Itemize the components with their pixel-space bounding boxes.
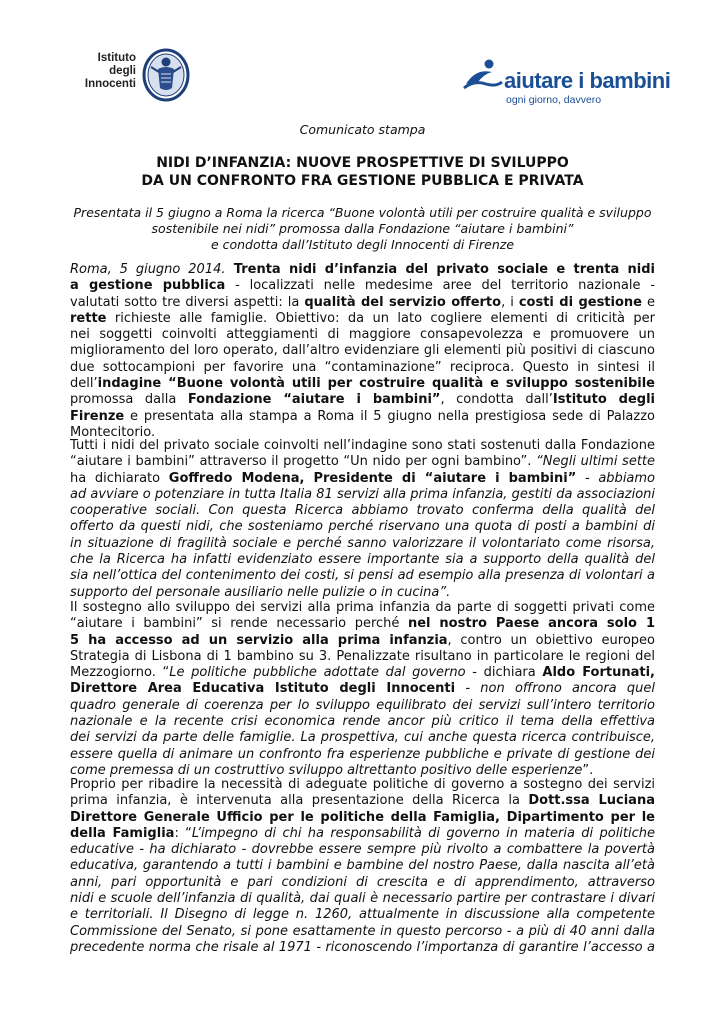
- text-run: ha dichiarato: [70, 470, 169, 486]
- p4-line: [70, 793, 655, 809]
- brand-tagline: ogni giorno, davvero: [506, 94, 602, 106]
- p3-line: Strategia di Lisbona di 1 bambino su 3. Penalizzate risultano in particolare le regioni del: [70, 648, 655, 664]
- italic-text: L’impegno di chi ha responsabilità di governo in materia di politiche: [191, 825, 655, 841]
- italic-text: nazionale e la recente crisi economica rende ancor più critico il tema della effettiva: [70, 714, 655, 730]
- bold-text: rette: [70, 310, 107, 326]
- title-line: DA UN CONFRONTO FRA GESTIONE PUBBLICA E PRIVATA: [141, 173, 584, 189]
- italic-text: essere quella di animare un confronto fra esperienze pubbliche e private di gestione dei: [70, 746, 655, 762]
- bold-text: Aldo Fortunati,: [542, 665, 655, 681]
- italic-text: supporto del personale ausiliario nelle pulizie o in cucina”.: [70, 584, 451, 600]
- text-run: “aiutare i bambini” attraverso il progetto “Un nido per ogni bambino”.: [70, 454, 537, 470]
- p1-line: due sottocampioni per favorire una “contaminazione” reciproca. Questo in sintesi il: [70, 359, 655, 375]
- bold-text: Goffredo Modena, Presidente di “aiutare i bambini”: [168, 470, 577, 486]
- title-line: NIDI D’INFANZIA: NUOVE PROSPETTIVE DI SVILUPPO: [156, 155, 569, 171]
- p2-line: [70, 552, 655, 568]
- text-run: e presentata alla stampa a Roma il 5 giugno nella prestigiosa sede di Palazzo: [124, 408, 655, 424]
- italic-text: cooperative sociali. Con questa Ricerca abbiamo trovato conferma della qualità del: [70, 503, 655, 519]
- p3-line: Il sostegno allo sviluppo dei servizi alla prima infanzia da parte di soggetti privati come: [70, 600, 655, 615]
- p4-line: [70, 842, 655, 858]
- text-run: , i: [501, 294, 519, 310]
- istituto-logo-text: [78, 52, 136, 91]
- p3-line: [70, 616, 655, 632]
- text-run: “aiutare i bambini” si rende necessario perché: [70, 616, 408, 632]
- p1-line: [70, 409, 655, 425]
- p4-line: [70, 891, 655, 907]
- bold-text: nel nostro Paese ancora solo 1: [407, 616, 655, 632]
- italic-text: che la Ricerca ha infatti evidenziato essere importante sia a supporto della qualità del: [70, 552, 655, 568]
- p2-line: [70, 471, 655, 487]
- p4-line: [70, 826, 655, 842]
- text-run: : “: [174, 825, 192, 841]
- bold-text: indagine “Buone volontà utili per costruire qualità e sviluppo sostenibile: [97, 376, 655, 392]
- paragraph-4: [70, 777, 655, 956]
- text-run: - dichiara: [465, 665, 543, 681]
- text-run: valutati sotto tre diversi aspetti: la: [70, 294, 305, 310]
- italic-text: dei servizi da parte delle famiglie. La prospettiva, cui anche questa ricerca contribuisce,: [70, 730, 655, 746]
- logo-line-2: degli: [109, 65, 136, 77]
- p3-line: [70, 665, 655, 681]
- dateline: Roma, 5 giugno 2014.: [70, 262, 226, 277]
- p3-line: [70, 730, 655, 746]
- italic-text: educativa, garantendo a tutti i bambini e bambine del nostro Paese, dalla nascita all’età: [70, 858, 655, 874]
- italic-text: e territoriali. Il Disegno di legge n. 1260, attualmente in discussione alla competente: [70, 907, 655, 923]
- bold-text: Fondazione “aiutare i bambini”: [187, 392, 441, 408]
- p2-line: [70, 503, 655, 519]
- italic-text: “Negli ultimi sette: [536, 454, 655, 470]
- italic-text: educative - ha dichiarato - dovrebbe essere sempre più rivolto a combattere la povertà: [70, 842, 655, 858]
- p1-line: [70, 295, 655, 311]
- subtitle-line: sostenibile nei nidi” promossa dalla Fondazione “aiutare i bambini”: [151, 221, 574, 236]
- bold-text: Firenze: [70, 408, 125, 424]
- p2-line: Tutti i nidi del privato sociale coinvolti nell’indagine sono stati sostenuti dalla Fondazione: [70, 438, 655, 453]
- p4-line: [70, 875, 655, 891]
- italic-text: Commissione del Senato, si pone esattamente in questo percorso - a più di 40 anni dalla: [70, 923, 655, 939]
- document-kicker: Comunicato stampa: [299, 122, 426, 137]
- bold-text: qualità del servizio offerto: [304, 294, 502, 310]
- italic-text: Le politiche pubbliche adottate dal governo: [169, 665, 466, 681]
- bold-text: Direttore Generale Ufficio per le politiche della Famiglia, Dipartimento per le: [70, 809, 655, 825]
- bold-text: a gestione pubblica: [70, 278, 226, 294]
- p3-line: [70, 698, 655, 714]
- text-run: richieste alle famiglie. Obiettivo: da un lato cogliere elementi di criticità per: [114, 310, 655, 326]
- aiutare-i-bambini-logo: [462, 58, 671, 108]
- bold-text: Direttore Area Educativa Istituto degli Innocenti: [70, 681, 456, 697]
- bold-text: della Famiglia: [70, 825, 175, 841]
- p4-line: [70, 924, 655, 940]
- italic-text: quadro generale di coerenza per lo sviluppo equilibrato dei servizi sull’intero territorio: [70, 697, 655, 713]
- italic-text: anni, pari opportunità e pari condizioni di crescita e di apprendimento, attraverso: [70, 874, 655, 890]
- paragraph-2: [70, 438, 655, 601]
- p4-line: [70, 810, 655, 826]
- italic-text: ad avviare o potenziare in tutta Italia 81 servizi alla prima infanzia, gestiti da associazioni: [70, 486, 655, 502]
- document-title: [70, 154, 655, 190]
- text-run: promossa dalla: [70, 392, 188, 408]
- paragraph-3: [70, 600, 655, 779]
- bold-text: 5 ha accesso ad un servizio alla prima infanzia: [70, 632, 448, 648]
- brand-name: aiutare i bambini: [504, 68, 671, 93]
- italic-text: - abbiamo: [584, 470, 655, 486]
- logo-line-3: Innocenti: [84, 78, 136, 90]
- italic-text: precedente norma che risale al 1971 - riconoscendo l’importanza di garantire l’accesso a: [70, 939, 655, 955]
- text-run: ”.: [582, 762, 594, 778]
- italic-text: nidi e scuole dell’infanzia di qualità, dai quali è necessario partire per contrastare i divari: [70, 891, 655, 907]
- p4-line: [70, 940, 655, 956]
- p1-line: [70, 278, 655, 294]
- p1-line: Montecitorio.: [70, 424, 156, 440]
- text-run: Mezzogiorno. “: [70, 665, 170, 681]
- italic-text: in situazione di fragilità sociale e perché sanno valorizzare il volontariato come risorsa,: [70, 535, 655, 551]
- bold-text: costi di gestione: [518, 294, 642, 310]
- p1-line: [70, 311, 655, 327]
- italic-text: sia nell’ottica del contenimento dei costi, si pensi ad esempio alla presenza di volontari a: [70, 568, 655, 584]
- italic-text: offerto da questi nidi, che sosteniamo perché riservano una quota di posti a bambini di: [70, 519, 655, 535]
- logo-line-1: Istituto: [97, 52, 136, 64]
- istituto-innocenti-logo: [78, 48, 188, 108]
- italic-text: - non offrono ancora quel: [465, 681, 655, 697]
- text-run: - localizzati nelle medesime aree del territorio nazionale -: [235, 278, 655, 294]
- p1-line: nei soggetti coinvolti atteggiamenti di maggiore consapevolezza e promuovere un: [70, 327, 655, 343]
- p3-line: [70, 747, 655, 763]
- p1-line: [70, 376, 655, 392]
- bold-text: Istituto degli: [552, 392, 655, 408]
- text-run: dell’: [70, 376, 98, 392]
- p3-line: [70, 681, 655, 697]
- bambino-seal-icon: [141, 48, 191, 102]
- p3-line: [70, 714, 655, 730]
- italic-text: come premessa di un costruttivo sviluppo altrettanto positivo delle esperienze: [70, 762, 583, 778]
- subtitle-line: Presentata il 5 giugno a Roma la ricerca “Buone volontà utili per costruire qualità e sviluppo: [73, 205, 652, 220]
- subtitle-line: e condotta dall’Istituto degli Innocenti di Firenze: [210, 237, 515, 252]
- bold-text: Trenta nidi d’infanzia del privato sociale e trenta nidi: [233, 262, 655, 277]
- p2-line: [70, 454, 655, 470]
- p2-line: [70, 568, 655, 584]
- p1-line: [70, 262, 655, 278]
- p4-line: [70, 858, 655, 874]
- p4-line: [70, 907, 655, 923]
- p2-line: [70, 519, 655, 535]
- text-run: , condotta dall’: [440, 392, 553, 408]
- bold-text: Dott.ssa Luciana: [528, 793, 655, 809]
- p2-line: [70, 585, 655, 601]
- p1-line: [70, 392, 655, 408]
- document-subtitle: [70, 205, 655, 253]
- text-run: , contro un obiettivo europeo: [447, 632, 655, 648]
- p2-line: [70, 536, 655, 552]
- swimmer-logo-icon: [462, 58, 504, 92]
- p2-line: [70, 487, 655, 503]
- p1-line: miglioramento del loro operato, dall’altro evidenziare gli elementi più positivi di ciascuno: [70, 343, 655, 359]
- paragraph-1: [70, 262, 655, 441]
- text-run: e: [646, 294, 655, 310]
- text-run: prima infanzia, è intervenuta alla presentazione della Ricerca la: [70, 793, 529, 809]
- p4-line: Proprio per ribadire la necessità di adeguate politiche di governo a sostegno dei servizi: [70, 777, 655, 792]
- p3-line: [70, 633, 655, 649]
